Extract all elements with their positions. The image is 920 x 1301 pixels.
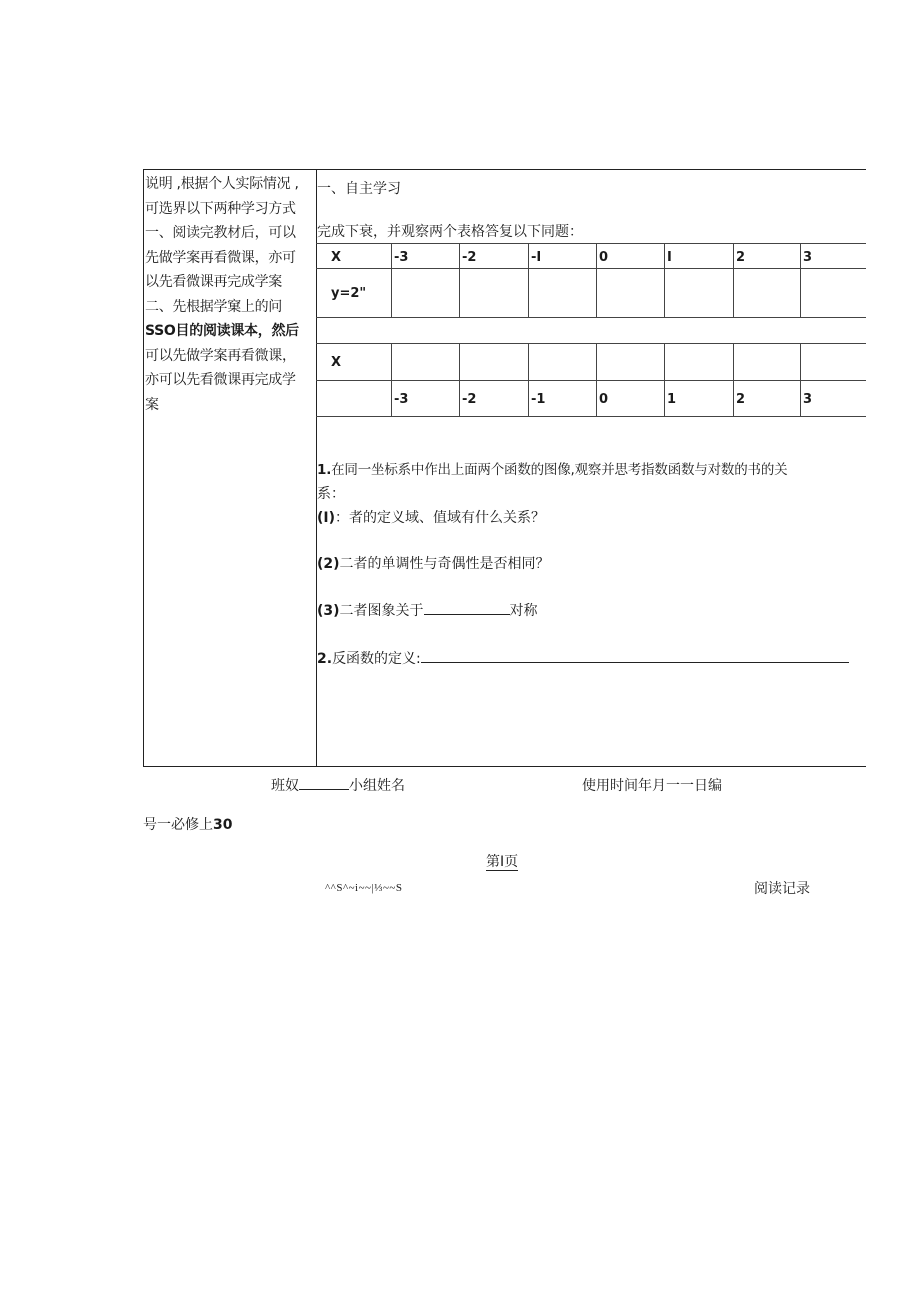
number-value: 30: [213, 817, 233, 833]
table1-col-border: [391, 243, 392, 317]
group-label: 小组姓名: [349, 778, 405, 794]
class-field: [271, 775, 405, 795]
table2-col-border: [528, 343, 529, 416]
note-line: 说明 ,根据个人实际情况 ,: [145, 176, 299, 192]
table2-value-cell: 2: [736, 392, 746, 407]
sub-question-2: [317, 553, 550, 573]
definition-blank[interactable]: [421, 649, 849, 663]
table1-col-border: [528, 243, 529, 317]
sub-question-number: (I): [317, 510, 336, 526]
note-line: 案: [145, 396, 159, 413]
sub-question-number: (2): [317, 556, 340, 572]
note-line: 可以先做学案再看微课，: [145, 347, 296, 364]
table2-col-border: [733, 343, 734, 416]
table1-header-cell: 3: [803, 250, 813, 265]
table1-row-border: [316, 268, 866, 269]
number-line: [143, 814, 232, 834]
table2-col-border: [664, 343, 665, 416]
sub-question-number: (3): [317, 603, 340, 619]
table2-value-cell: -3: [394, 392, 409, 407]
garbled-text: ^^S^~i~~|⅓~~S: [325, 882, 403, 894]
table1-col-border: [733, 243, 734, 317]
note-line: 可选界以下两种学习方式: [145, 200, 296, 217]
table1-header-cell: -2: [462, 250, 477, 265]
table1-col-border: [800, 243, 801, 317]
table1-header-cell: 2: [736, 250, 746, 265]
table1-col-border: [596, 243, 597, 317]
table2-col-border: [800, 343, 801, 416]
page-number: [486, 851, 518, 871]
question-text: 反函数的定义:: [332, 651, 421, 667]
table1-col-border: [459, 243, 460, 317]
table2-bottom-border: [316, 416, 866, 417]
time-label: 使用时间年月一一日编: [582, 778, 722, 794]
table2-value-cell: 3: [803, 392, 813, 407]
table2-value-cell: 0: [599, 392, 609, 407]
note-line: 先做学案再看微课，亦可: [145, 249, 296, 266]
table1-header-cell: -I: [531, 250, 542, 265]
table2-col-border: [391, 343, 392, 416]
reading-record: 阅读记录: [754, 881, 810, 897]
table1-header-cell: 0: [599, 250, 609, 265]
section-title: 一、自主学习: [317, 181, 401, 197]
question-1: [317, 458, 787, 478]
question-2: [317, 648, 849, 668]
note-line: SSO目的阅读课本，然后: [145, 323, 299, 339]
left-notes: [145, 172, 317, 417]
sub-question-3: [317, 600, 538, 620]
table1-top-border: [316, 243, 866, 244]
question-number: 2.: [317, 651, 333, 667]
number-text: 号一必修上: [143, 817, 213, 833]
sub-question-text: 二者图象关于: [339, 603, 424, 619]
class-blank[interactable]: [299, 776, 349, 790]
question-1-continued: 系：: [317, 486, 345, 502]
table1-bottom-border: [316, 317, 866, 318]
instruction-text: 完成下衰，并观察两个表格答复以下同题：: [317, 224, 583, 240]
table2-col-border: [596, 343, 597, 416]
note-line: 二、先根据学窠上的问: [145, 298, 282, 315]
table1-row-label: y=2": [331, 286, 367, 301]
table2-value-cell: 1: [667, 392, 677, 407]
note-line: 以先看微课再完成学案: [145, 274, 282, 290]
table2-row-border: [316, 380, 866, 381]
table1-col-border: [664, 243, 665, 317]
table2-value-cell: -1: [531, 392, 546, 407]
sub-question-1: [317, 507, 545, 527]
sub-question-text: ：者的定义域、值域有什么关系？: [335, 510, 546, 526]
sub-question-text: 对称: [509, 603, 538, 619]
note-line: 亦可以先看微课再完成学: [145, 372, 296, 388]
table2-col-border: [459, 343, 460, 416]
table2-header-label: X: [331, 355, 342, 370]
class-label: 班奴: [271, 778, 299, 794]
note-line: 一、阅读完教材后，可以: [145, 225, 296, 241]
answer-blank[interactable]: [424, 601, 510, 615]
table1-header-cell: -3: [394, 250, 409, 265]
table1-header-cell: I: [667, 250, 672, 265]
page-number-text: 第I页: [486, 854, 519, 870]
question-text: 在同一坐标系中作出上面两个函数的图像,观察并思考指数函数与对数的书的关: [331, 462, 788, 478]
table1-header-cell: X: [331, 250, 342, 265]
table2-top-border: [316, 343, 866, 344]
sub-question-text: 二者的单调性与奇偶性是否相同？: [339, 556, 550, 572]
table2-value-cell: -2: [462, 392, 477, 407]
question-number: 1.: [317, 462, 332, 478]
